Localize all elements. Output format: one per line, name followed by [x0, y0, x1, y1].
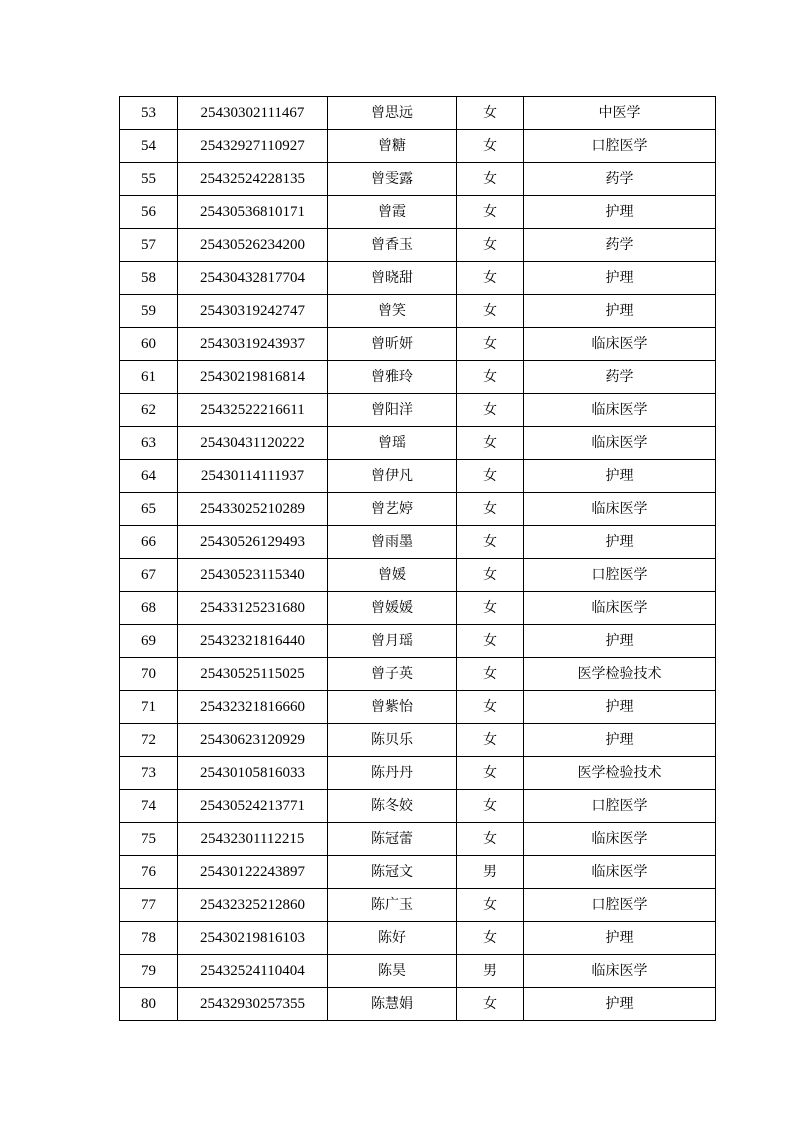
- student-id-cell: 25430623120929: [178, 724, 328, 757]
- gender-cell: 女: [457, 427, 524, 460]
- student-name-cell: 陈贝乐: [328, 724, 457, 757]
- table-row: [120, 295, 716, 328]
- table-row: [120, 559, 716, 592]
- student-list-table: [119, 96, 716, 1021]
- row-number-cell: 61: [120, 361, 178, 394]
- row-number-cell: 65: [120, 493, 178, 526]
- major-cell: 药学: [524, 361, 716, 394]
- gender-cell: 女: [457, 163, 524, 196]
- student-id-cell: 25432927110927: [178, 130, 328, 163]
- row-number-cell: 71: [120, 691, 178, 724]
- gender-cell: 女: [457, 229, 524, 262]
- row-number-cell: 59: [120, 295, 178, 328]
- row-number-cell: 80: [120, 988, 178, 1021]
- row-number-cell: 60: [120, 328, 178, 361]
- table-row: [120, 328, 716, 361]
- student-name-cell: 曾艺婷: [328, 493, 457, 526]
- student-name-cell: 曾思远: [328, 97, 457, 130]
- major-cell: 口腔医学: [524, 559, 716, 592]
- row-number-cell: 70: [120, 658, 178, 691]
- row-number-cell: 76: [120, 856, 178, 889]
- row-number-cell: 66: [120, 526, 178, 559]
- major-cell: 护理: [524, 691, 716, 724]
- table-row: [120, 988, 716, 1021]
- major-cell: 口腔医学: [524, 889, 716, 922]
- table-row: [120, 757, 716, 790]
- gender-cell: 女: [457, 394, 524, 427]
- student-id-cell: 25430219816103: [178, 922, 328, 955]
- row-number-cell: 77: [120, 889, 178, 922]
- gender-cell: 女: [457, 97, 524, 130]
- student-id-cell: 25430302111467: [178, 97, 328, 130]
- major-cell: 护理: [524, 988, 716, 1021]
- student-id-cell: 25432321816440: [178, 625, 328, 658]
- student-name-cell: 陈冬姣: [328, 790, 457, 823]
- major-cell: 护理: [524, 460, 716, 493]
- row-number-cell: 74: [120, 790, 178, 823]
- table-row: [120, 229, 716, 262]
- gender-cell: 女: [457, 526, 524, 559]
- student-name-cell: 曾媛: [328, 559, 457, 592]
- gender-cell: 女: [457, 790, 524, 823]
- student-name-cell: 曾雨墨: [328, 526, 457, 559]
- gender-cell: 女: [457, 658, 524, 691]
- student-id-cell: 25430122243897: [178, 856, 328, 889]
- table-row: [120, 856, 716, 889]
- table-row: [120, 97, 716, 130]
- table-row: [120, 592, 716, 625]
- table-body: [120, 97, 716, 1021]
- row-number-cell: 69: [120, 625, 178, 658]
- table-row: [120, 394, 716, 427]
- table-row: [120, 427, 716, 460]
- table-row: [120, 691, 716, 724]
- table-row: [120, 625, 716, 658]
- gender-cell: 男: [457, 955, 524, 988]
- table-row: [120, 922, 716, 955]
- student-name-cell: 陈冠蕾: [328, 823, 457, 856]
- student-name-cell: 曾伊凡: [328, 460, 457, 493]
- major-cell: 临床医学: [524, 427, 716, 460]
- gender-cell: 女: [457, 724, 524, 757]
- gender-cell: 女: [457, 625, 524, 658]
- gender-cell: 女: [457, 262, 524, 295]
- student-id-cell: 25432522216611: [178, 394, 328, 427]
- table-row: [120, 658, 716, 691]
- major-cell: 护理: [524, 196, 716, 229]
- major-cell: 护理: [524, 724, 716, 757]
- student-id-cell: 25432930257355: [178, 988, 328, 1021]
- student-id-cell: 25430105816033: [178, 757, 328, 790]
- student-id-cell: 25432321816660: [178, 691, 328, 724]
- table-row: [120, 724, 716, 757]
- table-row: [120, 262, 716, 295]
- row-number-cell: 72: [120, 724, 178, 757]
- major-cell: 医学检验技术: [524, 757, 716, 790]
- student-name-cell: 陈广玉: [328, 889, 457, 922]
- major-cell: 中医学: [524, 97, 716, 130]
- student-name-cell: 曾香玉: [328, 229, 457, 262]
- student-name-cell: 曾阳洋: [328, 394, 457, 427]
- student-name-cell: 曾子英: [328, 658, 457, 691]
- gender-cell: 女: [457, 328, 524, 361]
- student-name-cell: 陈丹丹: [328, 757, 457, 790]
- gender-cell: 女: [457, 592, 524, 625]
- table-row: [120, 790, 716, 823]
- student-id-cell: 25430432817704: [178, 262, 328, 295]
- gender-cell: 女: [457, 196, 524, 229]
- student-id-cell: 25430219816814: [178, 361, 328, 394]
- student-id-cell: 25432524228135: [178, 163, 328, 196]
- student-id-cell: 25432325212860: [178, 889, 328, 922]
- student-id-cell: 25430526234200: [178, 229, 328, 262]
- row-number-cell: 56: [120, 196, 178, 229]
- student-id-cell: 25433025210289: [178, 493, 328, 526]
- student-name-cell: 陈慧娟: [328, 988, 457, 1021]
- gender-cell: 女: [457, 691, 524, 724]
- major-cell: 临床医学: [524, 493, 716, 526]
- major-cell: 临床医学: [524, 394, 716, 427]
- row-number-cell: 53: [120, 97, 178, 130]
- gender-cell: 男: [457, 856, 524, 889]
- student-id-cell: 25430524213771: [178, 790, 328, 823]
- student-name-cell: 曾笑: [328, 295, 457, 328]
- table-row: [120, 196, 716, 229]
- gender-cell: 女: [457, 889, 524, 922]
- major-cell: 临床医学: [524, 856, 716, 889]
- student-name-cell: 曾紫怡: [328, 691, 457, 724]
- student-id-cell: 25430526129493: [178, 526, 328, 559]
- row-number-cell: 67: [120, 559, 178, 592]
- student-name-cell: 曾霞: [328, 196, 457, 229]
- major-cell: 护理: [524, 625, 716, 658]
- row-number-cell: 73: [120, 757, 178, 790]
- major-cell: 医学检验技术: [524, 658, 716, 691]
- student-name-cell: 曾雅玲: [328, 361, 457, 394]
- row-number-cell: 63: [120, 427, 178, 460]
- gender-cell: 女: [457, 130, 524, 163]
- table-row: [120, 163, 716, 196]
- row-number-cell: 68: [120, 592, 178, 625]
- gender-cell: 女: [457, 823, 524, 856]
- student-name-cell: 曾糖: [328, 130, 457, 163]
- table-row: [120, 889, 716, 922]
- student-id-cell: 25430319243937: [178, 328, 328, 361]
- student-name-cell: 曾瑶: [328, 427, 457, 460]
- row-number-cell: 79: [120, 955, 178, 988]
- student-name-cell: 陈好: [328, 922, 457, 955]
- row-number-cell: 55: [120, 163, 178, 196]
- gender-cell: 女: [457, 460, 524, 493]
- major-cell: 临床医学: [524, 328, 716, 361]
- student-name-cell: 曾晓甜: [328, 262, 457, 295]
- gender-cell: 女: [457, 361, 524, 394]
- gender-cell: 女: [457, 922, 524, 955]
- student-id-cell: 25430536810171: [178, 196, 328, 229]
- table-row: [120, 955, 716, 988]
- row-number-cell: 64: [120, 460, 178, 493]
- student-id-cell: 25430431120222: [178, 427, 328, 460]
- student-name-cell: 曾媛媛: [328, 592, 457, 625]
- student-name-cell: 陈冠文: [328, 856, 457, 889]
- table-row: [120, 823, 716, 856]
- table-row: [120, 493, 716, 526]
- student-name-cell: 曾月瑶: [328, 625, 457, 658]
- major-cell: 护理: [524, 526, 716, 559]
- major-cell: 护理: [524, 922, 716, 955]
- row-number-cell: 75: [120, 823, 178, 856]
- student-id-cell: 25430114111937: [178, 460, 328, 493]
- row-number-cell: 58: [120, 262, 178, 295]
- student-id-cell: 25430523115340: [178, 559, 328, 592]
- table-row: [120, 130, 716, 163]
- row-number-cell: 78: [120, 922, 178, 955]
- gender-cell: 女: [457, 295, 524, 328]
- gender-cell: 女: [457, 757, 524, 790]
- major-cell: 临床医学: [524, 592, 716, 625]
- student-id-cell: 25432301112215: [178, 823, 328, 856]
- student-id-cell: 25430319242747: [178, 295, 328, 328]
- major-cell: 口腔医学: [524, 130, 716, 163]
- gender-cell: 女: [457, 559, 524, 592]
- student-id-cell: 25430525115025: [178, 658, 328, 691]
- major-cell: 护理: [524, 262, 716, 295]
- row-number-cell: 54: [120, 130, 178, 163]
- gender-cell: 女: [457, 493, 524, 526]
- major-cell: 药学: [524, 229, 716, 262]
- student-name-cell: 陈昊: [328, 955, 457, 988]
- row-number-cell: 57: [120, 229, 178, 262]
- table-row: [120, 460, 716, 493]
- student-id-cell: 25433125231680: [178, 592, 328, 625]
- major-cell: 药学: [524, 163, 716, 196]
- table-row: [120, 526, 716, 559]
- major-cell: 护理: [524, 295, 716, 328]
- table-row: [120, 361, 716, 394]
- gender-cell: 女: [457, 988, 524, 1021]
- student-name-cell: 曾昕妍: [328, 328, 457, 361]
- student-id-cell: 25432524110404: [178, 955, 328, 988]
- major-cell: 临床医学: [524, 955, 716, 988]
- student-name-cell: 曾雯露: [328, 163, 457, 196]
- major-cell: 临床医学: [524, 823, 716, 856]
- row-number-cell: 62: [120, 394, 178, 427]
- major-cell: 口腔医学: [524, 790, 716, 823]
